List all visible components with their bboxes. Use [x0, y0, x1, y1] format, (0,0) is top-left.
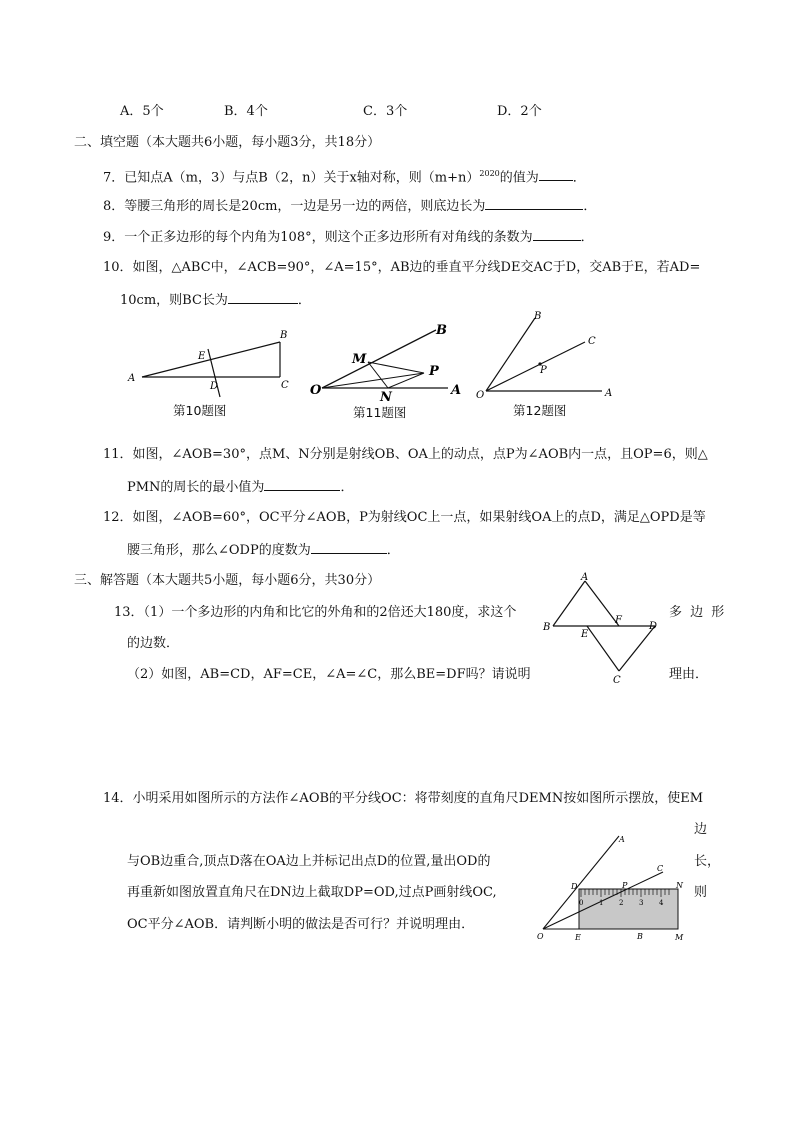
question-14-line-2: 与OB边重合,顶点D落在OA边上并标记出点D的位置,量出OD的 — [127, 854, 491, 869]
label-a: A — [128, 373, 136, 384]
label-c: C — [657, 864, 664, 873]
option-d: D．2个 — [497, 104, 542, 119]
q11-end: ． — [340, 480, 354, 495]
label-o: O — [476, 390, 485, 401]
segment-af — [585, 581, 619, 626]
option-a: A．5个 — [120, 104, 164, 119]
label-o: O — [310, 383, 322, 398]
label-b: B — [534, 311, 542, 322]
q7-text: 7．已知点A（m，3）与点B（2，n）关于x轴对称，则（m+n） — [103, 170, 480, 186]
ruler-tick-1: 1 — [599, 899, 604, 907]
q11-line2-text: PMN的周长的最小值为 — [127, 480, 265, 495]
figure-12-caption: 第12题图 — [513, 403, 567, 418]
question-8 — [103, 197, 596, 216]
question-9 — [103, 228, 594, 247]
label-d: D — [649, 621, 658, 632]
q12-line2-text: 腰三角形，那么∠ODP的度数为 — [127, 543, 311, 558]
figure-13 — [543, 570, 673, 688]
label-m: M — [352, 352, 367, 367]
label-b: B — [436, 323, 447, 338]
question-14-r2: 长， — [694, 854, 721, 869]
option-b: B．4个 — [224, 104, 268, 119]
question-12-line-2 — [127, 541, 400, 560]
q10-answer-blank[interactable] — [228, 291, 298, 304]
question-13-line-3: （2）如图，AB=CD，AF=CE，∠A=∠C，那么BE=DF吗？请说明 — [127, 667, 531, 682]
label-a: A — [619, 835, 625, 844]
option-c: C．3个 — [363, 104, 408, 119]
ruler-tick-0: 0 — [579, 899, 584, 907]
q10-line2-text: 10cm，则BC长为 — [120, 293, 228, 308]
question-13-line-1: 13．（1）一个多边形的内角和比它的外角和的2倍还大180度，求这个 — [114, 605, 517, 620]
question-14-line-4: OC平分∠AOB．请判断小明的做法是否可行？并说明理由． — [127, 917, 475, 932]
question-12-line-1: 12．如图，∠AOB=60°，OC平分∠AOB，P为射线OC上一点，如果射线OA上的点D，满足△OPD是等 — [103, 510, 706, 525]
label-b: B — [280, 330, 288, 341]
question-10-line-1: 10．如图，△ABC中，∠ACB=90°，∠A=15°，AB边的垂直平分线DE交AC于D，交AB于E，若AD= — [103, 260, 701, 275]
figure-11 — [308, 318, 468, 408]
ruler-body — [579, 889, 678, 929]
label-a: A — [581, 572, 589, 583]
ruler-tick-4: 4 — [659, 899, 664, 907]
q12-end: ． — [386, 543, 400, 558]
segment-pm — [368, 362, 424, 373]
question-11-line-1: 11．如图，∠AOB=30°，点M、N分别是射线OB、OA上的动点，点P为∠AOB内一点，且OP=6，则△ — [103, 447, 708, 462]
question-14-r1: 边 — [694, 822, 708, 837]
q7-exponent: 2020 — [479, 169, 500, 178]
q9-end: ． — [580, 230, 594, 245]
ray-ob — [486, 318, 535, 391]
segment-cd — [619, 626, 655, 671]
q7-tail: 的值为 — [499, 170, 539, 186]
q8-text: 8．等腰三角形的周长是20cm，一边是另一边的两倍，则底边长为 — [103, 199, 486, 214]
figure-11-caption: 第11题图 — [353, 405, 407, 420]
label-a: A — [451, 383, 462, 398]
label-c: C — [588, 336, 596, 347]
q10-end: ． — [297, 293, 311, 308]
section-3-heading: 三、解答题（本大题共5小题，每小题6分，共30分） — [74, 573, 381, 588]
q11-answer-blank[interactable] — [264, 478, 340, 491]
q8-end: ． — [583, 199, 597, 214]
segment-mn — [368, 362, 388, 388]
question-13-line-2: 的边数． — [127, 636, 180, 651]
question-11-line-2 — [127, 478, 353, 497]
q12-answer-blank[interactable] — [311, 541, 387, 554]
question-14-line-3: 再重新如图放置直角尺在DN边上截取DP=OD,过点P画射线OC, — [127, 885, 497, 900]
q8-answer-blank[interactable] — [485, 197, 583, 210]
label-e: E — [198, 351, 206, 362]
label-m: M — [675, 933, 684, 942]
q9-answer-blank[interactable] — [533, 228, 581, 241]
question-7 — [103, 165, 586, 187]
label-a: A — [605, 388, 613, 399]
label-p: P — [429, 364, 439, 379]
label-c: C — [613, 675, 621, 686]
label-b: B — [543, 622, 551, 633]
q9-text: 9．一个正多边形的每个内角为108°，则这个正多边形所有对角线的条数为 — [103, 230, 533, 245]
q7-end: ． — [572, 170, 586, 186]
label-o: O — [537, 932, 544, 941]
label-n: N — [676, 881, 683, 890]
segment-ec — [587, 626, 619, 671]
label-b: B — [637, 932, 643, 941]
label-e: E — [581, 629, 589, 640]
label-d: D — [571, 882, 578, 891]
label-p: P — [622, 881, 628, 890]
question-13-line-3-tail: 理由． — [669, 667, 709, 682]
question-13-line-1-tail: 多 边 形 — [669, 605, 727, 620]
label-e: E — [575, 933, 581, 942]
label-n: N — [380, 390, 392, 405]
segment-ab — [553, 581, 585, 626]
ruler-tick-3: 3 — [639, 899, 644, 907]
section-2-heading: 二、填空题（本大题共6小题，每小题3分，共18分） — [74, 135, 381, 150]
ray-oc — [486, 342, 585, 391]
question-14-r3: 则 — [694, 885, 708, 900]
figure-12 — [472, 306, 622, 406]
figure-14 — [535, 828, 695, 946]
label-f: F — [615, 615, 622, 626]
q7-answer-blank[interactable] — [539, 168, 573, 181]
label-d: D — [210, 381, 219, 392]
question-10-line-2 — [120, 291, 311, 310]
label-p: P — [540, 365, 547, 376]
label-c: C — [281, 380, 289, 391]
figure-10-caption: 第10题图 — [173, 403, 227, 418]
ruler-tick-2: 2 — [619, 899, 624, 907]
question-14-line-1: 14．小明采用如图所示的方法作∠AOB的平分线OC：将带刻度的直角尺DEMN按如图所示摆放，使EM — [103, 791, 704, 806]
